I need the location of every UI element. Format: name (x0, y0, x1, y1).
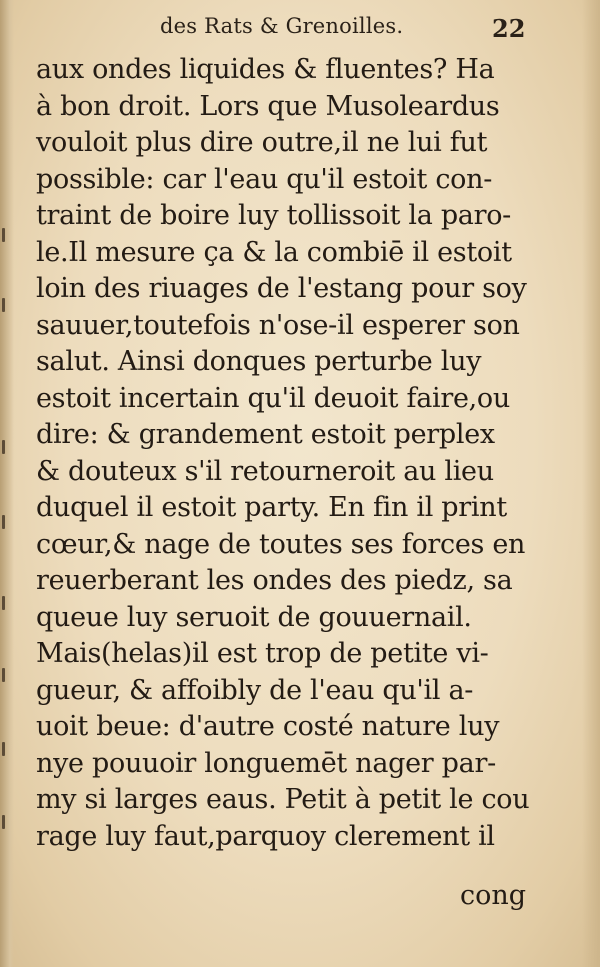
text-line: traint de boire luy tollissoit la paro- (36, 200, 511, 231)
text-line: loin des riuages de l'estang pour soy (36, 273, 527, 304)
text-line: cœur,& nage de toutes ses forces en (36, 528, 526, 560)
text-line: Mais(helas)il est trop de petite vi- (36, 638, 489, 669)
text-line: duquel il estoit party. En fin il print (36, 492, 507, 523)
text-line: le.Il mesure ça & la combiē il estoit (36, 236, 512, 268)
catchword: cong (460, 880, 527, 911)
margin-mark (2, 668, 5, 682)
text-line: nye pouuoir longuemēt nager par- (36, 747, 496, 779)
margin-mark (2, 515, 5, 529)
page-number: 22 (492, 14, 526, 43)
text-line: salut. Ainsi donques perturbe luy (36, 346, 482, 377)
text-line: queue luy seruoit de gouuernail. (36, 601, 472, 633)
margin-mark (2, 742, 5, 756)
text-line: possible: car l'eau qu'il estoit con- (36, 163, 493, 195)
body-text (36, 52, 536, 855)
text-line: estoit incertain qu'il deuoit faire,ou (36, 382, 510, 414)
text-line: dire: & grandement estoit perplex (36, 419, 495, 450)
text-line: gueur, & affoibly de l'eau qu'il a- (36, 674, 474, 706)
fore-edge-shadow (582, 0, 600, 967)
margin-mark (2, 596, 5, 610)
running-title: des Rats & Grenoilles. (160, 14, 404, 38)
margin-mark (2, 228, 5, 242)
text-line: sauuer,toutefois n'ose-il esperer son (36, 309, 520, 341)
text-line: my si larges eaus. Petit à petit le cou (36, 784, 530, 815)
margin-mark (2, 440, 5, 454)
text-line: uoit beue: d'autre costé nature luy (36, 711, 500, 742)
margin-mark (2, 298, 5, 312)
text-line: & douteux s'il retourneroit au lieu (36, 455, 494, 487)
text-line: rage luy faut,parquoy clerement il (36, 820, 495, 852)
text-line: à bon droit. Lors que Musoleardus (36, 90, 500, 122)
margin-mark (2, 815, 5, 829)
text-line: vouloit plus dire outre,il ne lui fut (36, 127, 488, 158)
text-line: aux ondes liquides & fluentes? Ha (36, 54, 495, 85)
text-line: reuerberant les ondes des piedz, sa (36, 565, 513, 596)
